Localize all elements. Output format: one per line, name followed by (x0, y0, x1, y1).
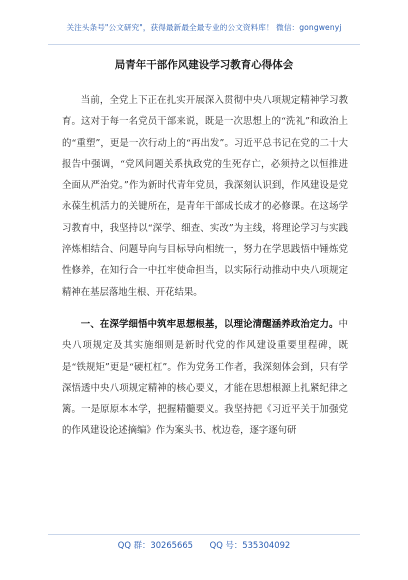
section-heading: 一、在深学细悟中筑牢思想根基，以理论清醒涵养政治定力。 (80, 318, 339, 330)
document-title: 局青年干部作风建设学习教育心得体会 (114, 59, 294, 71)
section-body: 中央八项规定及其实施细则是新时代党的作风建设重要里程碑，既是“铁规矩”更是“硬杠杠”。作为党务工作者，我深刻体会到，只有学深悟透中央八项规定精神的核心要义，才能在思想根源上扎紧纪律之篱。一是原原本本学，把握精髓要义。我坚持把《习近平关于加强党的作风建设论述摘编》作为案头书、枕边卷，逐字逐句研 (62, 318, 348, 437)
footer-divider (48, 534, 360, 535)
header-divider (48, 44, 360, 45)
section-paragraph (62, 314, 348, 442)
footer-qq-number: QQ 号：535304092 (209, 540, 291, 550)
header-note: 关注头条号"公文研究"，获得最新最全最专业的公文资料库！ 微信：gongwenyj (66, 23, 342, 32)
footer-qq-group: QQ 群：30265665 (117, 540, 193, 550)
paragraph: 当前，全党上下正在扎实开展深入贯彻中央八项规定精神学习教育。这对于每一名党员干部来说，既是一次思想上的“洗礼”和政治上的“重塑”，更是一次行动上的“再出发”。习近平总书记在党的二十大报告中强调，“党风问题关系执政党的生死存亡，必须持之以恒推进全面从严治党。”作为新时代青年党员，我深刻认识到，作风建设是党永葆生机活力的关键所在，是青年干部成长成才的必修课。在这场学习教育中，我坚持以“深学、细查、实改”为主线，将理论学习与实践淬炼相结合、问题导向与目标导向相统一，努力在学思践悟中锤炼党性修养，在知行合一中扛牢使命担当，以实际行动推动中央八项规定精神在基层落地生根、开花结果。 (62, 95, 348, 298)
footer (0, 539, 408, 551)
document-body (62, 90, 348, 442)
